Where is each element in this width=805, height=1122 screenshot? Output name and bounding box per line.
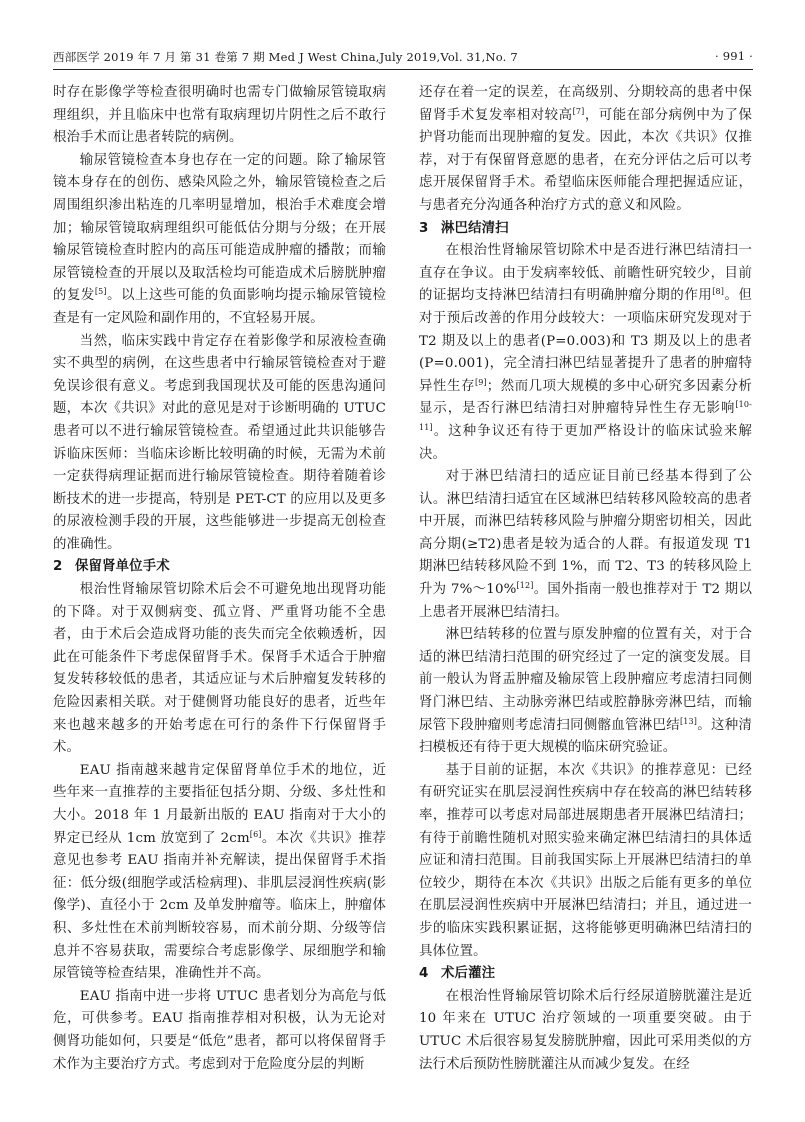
citation-ref: [9] (474, 377, 487, 387)
text-run: 。这种争议还有待于更加严格设计的临床试验来解决。 (419, 423, 752, 462)
paragraph: 时存在影像学等检查很明确时也需专门做输尿管镜取病理组织，并且临床中也常有取病理切片阴性之后不敢行根治手术而让患者转院的病例。 (53, 85, 386, 146)
citation-ref: [6] (249, 829, 262, 839)
citation-ref: [5] (94, 287, 107, 297)
section-title: 淋巴结清扫 (441, 220, 509, 236)
paragraph (53, 760, 386, 986)
running-header (53, 47, 753, 67)
section-number: 4 (419, 966, 429, 982)
section-number: 3 (419, 220, 429, 236)
left-column (53, 82, 386, 1076)
journal-citation: 西部医学 2019 年 7 月 第 31 卷第 7 期 Med J West China,July 2019,Vol. 31,No. 7 (53, 50, 518, 64)
text-run: 在根治性肾输尿管切除术中是否进行淋巴结清扫一直存在争议。由于发病率较低、前瞻性研究较少，目前的证据均支持淋巴结清扫有明确肿瘤分期的作用 (419, 243, 752, 304)
section-title: 术后灌注 (441, 966, 496, 982)
section-heading (419, 218, 752, 241)
text-run: 。以上这些可能的负面影响均提示输尿管镜检查是有一定风险和副作用的，不宜轻易开展。 (53, 288, 387, 326)
text-run: 输尿管镜检查本身也存在一定的问题。除了输尿管镜本身存在的创伤、感染风险之外，输尿管镜检查之后周围组织渗出粘连的几率明显增加，根治手术难度会增加；输尿管镜取病理组织可能低估分期与分级；在开展输尿管镜检查时腔内的高压可能造成肿瘤的播散；而输尿管镜检查的开展以及取活检均可能造成术后膀胱肿瘤的复发 (53, 152, 386, 304)
section-number: 2 (53, 559, 63, 575)
citation-ref: [13] (680, 716, 698, 726)
text-run: 还存在着一定的误差，在高级别、分期较高的患者中保留肾手术复发率相对较高 (419, 85, 752, 123)
paragraph (419, 624, 752, 760)
paragraph: 在根治性肾输尿管切除术后行经尿道膀胱灌注是近 10 年来在 UTUC 治疗领域的一项重要突破。由于 UTUC 术后很容易复发膀胱肿瘤，因此可采用类似的方法行术后预防性膀胱灌注从而减少复发。在经 (419, 988, 752, 1072)
text-run: ，可能在部分病例中为了保护肾功能而出现肿瘤的复发。因此，本次《共识》仅推荐，对于有保留肾意愿的患者，在充分评估之后可以考虑开展保留肾手术。希望临床医师能合理把握适应证，与患者充分沟通各种治疗方式的意义和风险。 (419, 107, 752, 213)
text-run: 。国外指南一般也推荐对于 T2 期以上患者开展淋巴结清扫。 (419, 582, 752, 620)
text-run: ；然而几项大规模的多中心研究多因素分析显示，是否行淋巴结清扫对肿瘤特异性生存无影响 (419, 378, 752, 417)
text-run: 。本次《共识》推荐意见也参考 EAU 指南并补充解读，提出保留肾手术指征：低分级(细胞学或活检病理)、非肌层浸润性疾病(影像学)、直径小于 2cm 及单发肿瘤等。临床上，肿瘤体积、多灶性在术前判断较容易，而术前分期、分级等信息并不容易获取，需要综合考虑影像学、尿细胞学和输尿管镜等检查结果，准确性并不高。 (53, 830, 386, 982)
paragraph: 根治性肾输尿管切除术后会不可避免地出现肾功能的下降。对于双侧病变、孤立肾、严重肾功能不全患者，由于术后会造成肾功能的丧失而完全依赖透析，因此在可能条件下考虑保留肾手术。保肾手术适合于肿瘤复发转移较低的患者，其适应证与术后肿瘤复发转移的危险因素相关联。对于健侧肾功能良好的患者，近些年来也越来越多的开始考虑在可行的条件下行保留肾手术。 (53, 582, 386, 756)
paragraph (419, 82, 752, 218)
text-run: EAU 指南越来越肯定保留肾单位手术的地位，近些年来一直推荐的主要指征包括分期、分级、多灶性和大小。2018 年 1 月最新出版的 EAU 指南对于大小的界定已经从 1cm 放宽到了 2cm (53, 762, 386, 846)
citation-ref: [8] (712, 287, 725, 297)
text-run: 。但对于预后改善的作用分歧较大：一项临床研究发现对于 T2 期及以上的患者(P=0.003)和 T3 期及以上的患者(P=0.001)，完全清扫淋巴结显著提升了患者的肿瘤特异性生存 (419, 288, 752, 394)
page-number: · 991 · (715, 49, 753, 63)
citation-ref: [10-11] (419, 400, 752, 432)
section-heading (53, 556, 386, 579)
header-rule (53, 69, 753, 70)
paragraph (419, 466, 752, 624)
paragraph: 基于目前的证据，本次《共识》的推荐意见：已经有研究证实在肌层浸润性疾病中存在较高的淋巴结转移率，推荐可以考虑对局部进展期患者开展淋巴结清扫；有待于前瞻性随机对照实验来确定淋巴结清扫的具体适应证和清扫范围。目前我国实际上开展淋巴结清扫的单位较少，期待在本次《共识》出版之后能有更多的单位在肌层浸润性疾病中开展淋巴结清扫；并且，通过进一步的临床实践积累证据，这将能够更明确淋巴结清扫的具体位置。 (419, 762, 752, 959)
citation-ref: [12] (516, 581, 534, 591)
citation-ref: [7] (572, 106, 585, 116)
paragraph (53, 150, 386, 331)
section-title: 保留肾单位手术 (75, 559, 170, 575)
right-column (419, 82, 752, 1076)
section-heading (419, 963, 752, 986)
text-run: 。这种清扫模板还有待于更大规模的临床研究验证。 (419, 717, 752, 756)
paragraph (419, 240, 752, 466)
paragraph: 当然，临床实践中肯定存在着影像学和尿液检查确实不典型的病例，在这些患者中行输尿管镜检查对于避免误诊很有意义。考虑到我国现状及可能的医患沟通问题，本次《共识》对此的意见是对于诊断明确的 UTUC 患者可以不进行输尿管镜检查。希望通过此共识能够告诉临床医师：当临床诊断比较明确的时候，无需为术前一定获得病理证据而进行输尿管镜检查。期待着随着诊断技术的进一步提高，特别是 PET-CT 的应用以及更多的尿液检测手段的开展，这些能够进一步提高无创检查的准确性。 (53, 333, 386, 552)
text-run: 对于淋巴结清扫的适应证目前已经基本得到了公认。淋巴结清扫适宜在区域淋巴结转移风险较高的患者中开展，而淋巴结转移风险与肿瘤分期密切相关，因此高分期(≥T2)患者是较为适合的人群。有报道发现 T1 期淋巴结转移风险不到 1%，而 T2、T3 的转移风险上升为 7%～10% (419, 469, 752, 598)
text-run: 淋巴结转移的位置与原发肿瘤的位置有关，对于合适的淋巴结清扫范围的研究经过了一定的演变发展。目前一般认为肾盂肿瘤及输尿管上段肿瘤应考虑清扫同侧肾门淋巴结、主动脉旁淋巴结或腔静脉旁淋巴结，而输尿管下段肿瘤则考虑清扫同侧髂血管淋巴结 (419, 627, 752, 733)
paragraph: EAU 指南中进一步将 UTUC 患者划分为高危与低危，可供参考。EAU 指南推荐相对积极，认为无论对侧肾功能如何，只要是“低危”患者，都可以将保留肾手术作为主要治疗方式。考虑到对于危险度分层的判断 (53, 988, 386, 1072)
